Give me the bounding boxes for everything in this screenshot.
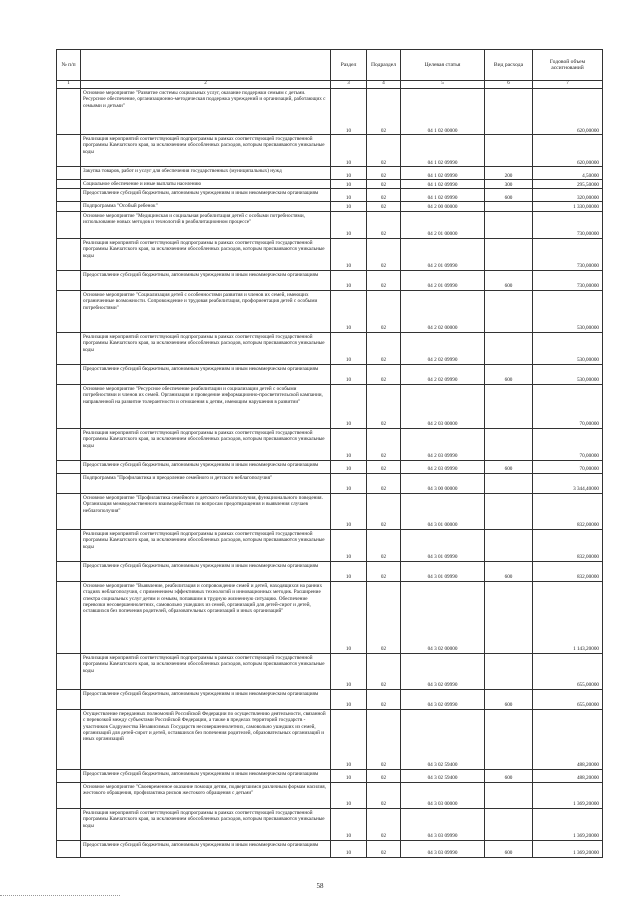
cell-vr bbox=[485, 211, 533, 238]
row-number-cell bbox=[57, 653, 81, 689]
cell-sub: 02 bbox=[367, 211, 401, 238]
cell-desc: Основное мероприятие "Ресурсное обеспечение реабилитации и социализации детей с особыми потребностями и членов их семей. Организация и проведение информационно-просветительской кампании, направленной на развитие толерантности и отношения к детям, имеющим нарушения в развитии" bbox=[81, 384, 331, 428]
cell-vr: 600 bbox=[485, 561, 533, 581]
cell-sub: 02 bbox=[367, 561, 401, 581]
col-number: 6 bbox=[485, 81, 533, 89]
cell-sec: 10 bbox=[331, 782, 367, 808]
row-number-cell bbox=[57, 364, 81, 384]
cell-art: 04 3 00 00000 bbox=[401, 473, 485, 493]
cell-sec: 10 bbox=[331, 238, 367, 270]
cell-sub: 02 bbox=[367, 581, 401, 653]
budget-table bbox=[56, 49, 603, 858]
cell-art: 04 3 02 00000 bbox=[401, 581, 485, 653]
cell-amt: 70,00000 bbox=[533, 384, 603, 428]
cell-sec: 10 bbox=[331, 581, 367, 653]
cell-amt: 832,00000 bbox=[533, 529, 603, 561]
cell-desc: Осуществление переданных полномочий Российской Федерации по осуществлению деятельности, связанной с перевозкой между субъектами Российской Федерации, а также в пределах территорий государств - участников Содружества Независимых Государств несовершеннолетних, самовольно ушедших из семей, организаций для детей-сирот и детей, оставшихся без попечения родителей, образовательных организаций и иных организаций bbox=[81, 709, 331, 769]
cell-desc: Предоставление субсидий бюджетным, автономным учреждениям и иным некоммерческим организациям bbox=[81, 189, 331, 202]
row-number-cell bbox=[57, 473, 81, 493]
column-number-row bbox=[57, 81, 603, 89]
cell-vr: 600 bbox=[485, 270, 533, 290]
cell-vr: 600 bbox=[485, 689, 533, 709]
cell-desc: Реализация мероприятий соответствующей подпрограммы в рамках соответствующей государственной программы Камчатского края, за исключением обособленных расходов, которым присваиваются уникальные коды bbox=[81, 653, 331, 689]
row-number-cell bbox=[57, 89, 81, 135]
header-num: № п/п bbox=[57, 50, 81, 81]
cell-desc: Предоставление субсидий бюджетным, автономным учреждениям и иным некоммерческим организациям bbox=[81, 769, 331, 782]
cell-vr bbox=[485, 493, 533, 529]
cell-amt: 1 143,20000 bbox=[533, 581, 603, 653]
cell-sub: 02 bbox=[367, 769, 401, 782]
table-row bbox=[57, 290, 603, 332]
cell-amt: 488,20000 bbox=[533, 709, 603, 769]
cell-art: 04 2 03 00000 bbox=[401, 384, 485, 428]
row-number-cell bbox=[57, 167, 81, 180]
table-row bbox=[57, 529, 603, 561]
table-row bbox=[57, 581, 603, 653]
cell-amt: 832,00000 bbox=[533, 561, 603, 581]
table-row bbox=[57, 238, 603, 270]
table-row bbox=[57, 709, 603, 769]
cell-art: 04 1 02 09990 bbox=[401, 180, 485, 189]
cell-vr bbox=[485, 709, 533, 769]
cell-amt: 1 369,20000 bbox=[533, 808, 603, 840]
row-number-cell bbox=[57, 769, 81, 782]
cell-sub: 02 bbox=[367, 270, 401, 290]
table-row bbox=[57, 211, 603, 238]
cell-amt: 1 369,20000 bbox=[533, 840, 603, 857]
cell-sub: 02 bbox=[367, 384, 401, 428]
table-row bbox=[57, 167, 603, 180]
cell-sub: 02 bbox=[367, 332, 401, 364]
cell-desc: Основное мероприятие "Профилактика семейного и детского неблагополучия, функционального поведения. Организация межведомственного взаимодействия по вопросам предотвращения и выявления случаев неблагополучия" bbox=[81, 493, 331, 529]
cell-desc: Основное мероприятие "Выявление, реабилитация и сопровождение семей и детей, находящихся на ранних стадиях неблагополучия, с применением эффективных технологий и инновационных методик. Расширение спектра социальных услуг детям и семьям, попавшим в трудную жизненную ситуацию. Обеспечение перевозки несовершеннолетних, самовольно ушедших из семей, организаций для детей-сирот и детей, оставшихся без попечения родителей, образовательных организаций и иных организаций" bbox=[81, 581, 331, 653]
cell-vr: 600 bbox=[485, 460, 533, 473]
page-number: 58 bbox=[316, 882, 324, 890]
cell-sec: 10 bbox=[331, 211, 367, 238]
row-number-cell bbox=[57, 689, 81, 709]
cell-sub: 02 bbox=[367, 473, 401, 493]
header-article: Целевая статья bbox=[401, 50, 485, 81]
cell-sec: 10 bbox=[331, 493, 367, 529]
cell-sec: 10 bbox=[331, 653, 367, 689]
table-row bbox=[57, 189, 603, 202]
cell-amt: 530,00000 bbox=[533, 364, 603, 384]
table-row bbox=[57, 561, 603, 581]
cell-sec: 10 bbox=[331, 332, 367, 364]
cell-desc: Реализация мероприятий соответствующей подпрограммы в рамках соответствующей государственной программы Камчатского края, за исключением обособленных расходов, которым присваиваются уникальные коды bbox=[81, 529, 331, 561]
cell-art: 04 3 02 59400 bbox=[401, 769, 485, 782]
row-number-cell bbox=[57, 529, 81, 561]
cell-desc: Подпрограмма "Особый ребенок" bbox=[81, 202, 331, 211]
cell-desc: Предоставление субсидий бюджетным, автономным учреждениям и иным некоммерческим организациям bbox=[81, 270, 331, 290]
cell-sec: 10 bbox=[331, 428, 367, 460]
row-number-cell bbox=[57, 709, 81, 769]
cell-sub: 02 bbox=[367, 428, 401, 460]
cell-art: 04 3 01 09990 bbox=[401, 561, 485, 581]
cell-sub: 02 bbox=[367, 135, 401, 167]
row-number-cell bbox=[57, 840, 81, 857]
cell-vr bbox=[485, 202, 533, 211]
cell-sub: 02 bbox=[367, 238, 401, 270]
table-header-row bbox=[57, 50, 603, 81]
row-number-cell bbox=[57, 135, 81, 167]
cell-art: 04 3 03 00000 bbox=[401, 782, 485, 808]
table-row bbox=[57, 782, 603, 808]
cell-art: 04 1 02 09990 bbox=[401, 135, 485, 167]
row-number-cell bbox=[57, 332, 81, 364]
cell-amt: 1 369,20000 bbox=[533, 782, 603, 808]
cell-amt: 295,50000 bbox=[533, 180, 603, 189]
cell-vr bbox=[485, 332, 533, 364]
table-row bbox=[57, 460, 603, 473]
cell-sec: 10 bbox=[331, 529, 367, 561]
cell-desc: Реализация мероприятий соответствующей подпрограммы в рамках соответствующей государственной программы Камчатского края, за исключением обособленных расходов, которым присваиваются уникальные коды bbox=[81, 428, 331, 460]
cell-sec: 10 bbox=[331, 167, 367, 180]
cell-amt: 730,00000 bbox=[533, 238, 603, 270]
cell-sec: 10 bbox=[331, 290, 367, 332]
table-row bbox=[57, 653, 603, 689]
cell-art: 04 2 02 00000 bbox=[401, 290, 485, 332]
cell-art: 04 3 01 00000 bbox=[401, 493, 485, 529]
cell-sub: 02 bbox=[367, 709, 401, 769]
cell-art: 04 3 03 09990 bbox=[401, 808, 485, 840]
cell-amt: 530,00000 bbox=[533, 332, 603, 364]
cell-amt: 730,00000 bbox=[533, 270, 603, 290]
row-number-cell bbox=[57, 782, 81, 808]
cell-sub: 02 bbox=[367, 290, 401, 332]
row-number-cell bbox=[57, 238, 81, 270]
cell-desc: Основное мероприятие "Медицинская и социальная реабилитация детей с особыми потребностями, использование новых методов и технологий в реабилитационном процессе" bbox=[81, 211, 331, 238]
cell-art: 04 2 02 09990 bbox=[401, 364, 485, 384]
table-row bbox=[57, 493, 603, 529]
table-row bbox=[57, 840, 603, 857]
header-subsection: Подраздел bbox=[367, 50, 401, 81]
row-number-cell bbox=[57, 561, 81, 581]
cell-sec: 10 bbox=[331, 270, 367, 290]
cell-sec: 10 bbox=[331, 769, 367, 782]
document-page bbox=[56, 49, 602, 858]
cell-vr bbox=[485, 290, 533, 332]
table-row bbox=[57, 473, 603, 493]
cell-art: 04 2 01 00000 bbox=[401, 211, 485, 238]
table-row bbox=[57, 180, 603, 189]
cell-vr: 600 bbox=[485, 769, 533, 782]
row-number-cell bbox=[57, 581, 81, 653]
cell-amt: 655,00000 bbox=[533, 653, 603, 689]
cell-amt: 530,00000 bbox=[533, 290, 603, 332]
cell-sub: 02 bbox=[367, 493, 401, 529]
row-number-cell bbox=[57, 493, 81, 529]
cell-amt: 730,00000 bbox=[533, 211, 603, 238]
cell-art: 04 2 01 09990 bbox=[401, 270, 485, 290]
cell-vr bbox=[485, 473, 533, 493]
cell-art: 04 1 02 09990 bbox=[401, 167, 485, 180]
cell-sec: 10 bbox=[331, 180, 367, 189]
table-row bbox=[57, 428, 603, 460]
table-row bbox=[57, 332, 603, 364]
row-number-cell bbox=[57, 460, 81, 473]
table-row bbox=[57, 89, 603, 135]
cell-art: 04 3 01 09990 bbox=[401, 529, 485, 561]
cell-sub: 02 bbox=[367, 167, 401, 180]
cell-sub: 02 bbox=[367, 89, 401, 135]
row-number-cell bbox=[57, 290, 81, 332]
header-name bbox=[81, 50, 331, 81]
cell-desc: Основное мероприятие "Социализация детей с особенностями развития и членов их семей, имеющих ограниченные возможности. Сопровождение и трудовая реабилитация, профориентация детей с особыми потребностями" bbox=[81, 290, 331, 332]
cell-desc: Социальное обеспечение и иные выплаты населению bbox=[81, 180, 331, 189]
cell-sub: 02 bbox=[367, 180, 401, 189]
cell-amt: 320,00000 bbox=[533, 189, 603, 202]
cell-desc: Предоставление субсидий бюджетным, автономным учреждениям и иным некоммерческим организациям bbox=[81, 840, 331, 857]
cell-amt: 70,00000 bbox=[533, 428, 603, 460]
row-number-cell bbox=[57, 180, 81, 189]
cell-sub: 02 bbox=[367, 189, 401, 202]
cell-art: 04 2 01 09990 bbox=[401, 238, 485, 270]
scan-divider bbox=[0, 895, 120, 896]
cell-sub: 02 bbox=[367, 202, 401, 211]
cell-sub: 02 bbox=[367, 529, 401, 561]
cell-sec: 10 bbox=[331, 202, 367, 211]
row-number-cell bbox=[57, 211, 81, 238]
row-number-cell bbox=[57, 428, 81, 460]
col-number: 3 bbox=[331, 81, 367, 89]
cell-desc: Предоставление субсидий бюджетным, автономным учреждениям и иным некоммерческим организациям bbox=[81, 460, 331, 473]
cell-art: 04 3 02 09990 bbox=[401, 689, 485, 709]
cell-amt: 4,50000 bbox=[533, 167, 603, 180]
header-expense-type: Вид расхода bbox=[485, 50, 533, 81]
cell-sec: 10 bbox=[331, 364, 367, 384]
table-row bbox=[57, 135, 603, 167]
cell-sub: 02 bbox=[367, 460, 401, 473]
cell-art: 04 2 03 09990 bbox=[401, 428, 485, 460]
cell-vr bbox=[485, 782, 533, 808]
cell-sec: 10 bbox=[331, 561, 367, 581]
row-number-cell bbox=[57, 270, 81, 290]
cell-desc: Предоставление субсидий бюджетным, автономным учреждениям и иным некоммерческим организациям bbox=[81, 364, 331, 384]
table-row bbox=[57, 364, 603, 384]
cell-sec: 10 bbox=[331, 135, 367, 167]
table-row bbox=[57, 202, 603, 211]
cell-amt: 3 344,40000 bbox=[533, 473, 603, 493]
row-number-cell bbox=[57, 189, 81, 202]
cell-sec: 10 bbox=[331, 709, 367, 769]
cell-sub: 02 bbox=[367, 689, 401, 709]
cell-desc: Реализация мероприятий соответствующей подпрограммы в рамках соответствующей государственной программы Камчатского края, за исключением обособленных расходов, которым присваиваются уникальные коды bbox=[81, 135, 331, 167]
cell-vr bbox=[485, 384, 533, 428]
cell-vr bbox=[485, 238, 533, 270]
cell-vr: 300 bbox=[485, 180, 533, 189]
table-row bbox=[57, 769, 603, 782]
cell-sec: 10 bbox=[331, 689, 367, 709]
cell-amt: 620,00000 bbox=[533, 135, 603, 167]
cell-art: 04 3 02 59400 bbox=[401, 709, 485, 769]
cell-vr: 600 bbox=[485, 840, 533, 857]
cell-vr bbox=[485, 653, 533, 689]
cell-art: 04 3 02 09990 bbox=[401, 653, 485, 689]
col-number: 2 bbox=[81, 81, 331, 89]
row-number-cell bbox=[57, 384, 81, 428]
cell-sec: 10 bbox=[331, 840, 367, 857]
cell-desc: Предоставление субсидий бюджетным, автономным учреждениям и иным некоммерческим организациям bbox=[81, 689, 331, 709]
table-row bbox=[57, 808, 603, 840]
cell-vr: 600 bbox=[485, 189, 533, 202]
cell-sec: 10 bbox=[331, 189, 367, 202]
cell-sub: 02 bbox=[367, 840, 401, 857]
cell-art: 04 2 02 09990 bbox=[401, 332, 485, 364]
cell-desc: Реализация мероприятий соответствующей подпрограммы в рамках соответствующей государственной программы Камчатского края, за исключением обособленных расходов, которым присваиваются уникальные коды bbox=[81, 332, 331, 364]
cell-desc: Реализация мероприятий соответствующей подпрограммы в рамках соответствующей государственной программы Камчатского края, за исключением обособленных расходов, которым присваиваются уникальные коды bbox=[81, 808, 331, 840]
cell-art: 04 1 02 09990 bbox=[401, 189, 485, 202]
col-number: 4 bbox=[367, 81, 401, 89]
cell-vr bbox=[485, 89, 533, 135]
cell-sec: 10 bbox=[331, 460, 367, 473]
cell-sec: 10 bbox=[331, 384, 367, 428]
cell-art: 04 3 03 09990 bbox=[401, 840, 485, 857]
cell-vr bbox=[485, 135, 533, 167]
cell-desc: Реализация мероприятий соответствующей подпрограммы в рамках соответствующей государственной программы Камчатского края, за исключением обособленных расходов, которым присваиваются уникальные коды bbox=[81, 238, 331, 270]
table-row bbox=[57, 270, 603, 290]
cell-sub: 02 bbox=[367, 808, 401, 840]
cell-sub: 02 bbox=[367, 782, 401, 808]
table-row bbox=[57, 689, 603, 709]
header-amount: Годовой объем ассигнований bbox=[533, 50, 603, 81]
cell-art: 04 2 03 09990 bbox=[401, 460, 485, 473]
cell-vr bbox=[485, 529, 533, 561]
cell-amt: 655,00000 bbox=[533, 689, 603, 709]
cell-sec: 10 bbox=[331, 89, 367, 135]
cell-desc: Основное мероприятие "Развитие системы социальных услуг, оказание поддержки семьям с детьми. Ресурсное обеспечение, организационно-методическая поддержка учреждений и организаций, работающих с семьями и детьми" bbox=[81, 89, 331, 135]
cell-sub: 02 bbox=[367, 364, 401, 384]
cell-amt: 1 330,00000 bbox=[533, 202, 603, 211]
header-section: Раздел bbox=[331, 50, 367, 81]
cell-vr bbox=[485, 428, 533, 460]
cell-desc: Предоставление субсидий бюджетным, автономным учреждениям и иным некоммерческим организациям bbox=[81, 561, 331, 581]
table-body bbox=[57, 89, 603, 858]
cell-desc: Подпрограмма "Профилактика и преодоление семейного и детского неблагополучия" bbox=[81, 473, 331, 493]
cell-vr bbox=[485, 581, 533, 653]
table-row bbox=[57, 384, 603, 428]
cell-amt: 70,00000 bbox=[533, 460, 603, 473]
col-number: 7 bbox=[533, 81, 603, 89]
col-number: 1 bbox=[57, 81, 81, 89]
row-number-cell bbox=[57, 202, 81, 211]
cell-art: 04 1 02 00000 bbox=[401, 89, 485, 135]
row-number-cell bbox=[57, 808, 81, 840]
cell-amt: 488,20000 bbox=[533, 769, 603, 782]
col-number: 5 bbox=[401, 81, 485, 89]
cell-desc: Закупка товаров, работ и услуг для обеспечения государственных (муниципальных) нужд bbox=[81, 167, 331, 180]
cell-sub: 02 bbox=[367, 653, 401, 689]
cell-vr: 200 bbox=[485, 167, 533, 180]
cell-art: 04 2 00 00000 bbox=[401, 202, 485, 211]
cell-sec: 10 bbox=[331, 808, 367, 840]
cell-sec: 10 bbox=[331, 473, 367, 493]
cell-desc: Основное мероприятие "Своевременное оказание помощи детям, подвергшимся различным формам насилия, жестокого обращения, профилактика рисков жестокого обращения с детьми" bbox=[81, 782, 331, 808]
cell-vr bbox=[485, 808, 533, 840]
cell-amt: 620,00000 bbox=[533, 89, 603, 135]
cell-amt: 832,00000 bbox=[533, 493, 603, 529]
cell-vr: 600 bbox=[485, 364, 533, 384]
